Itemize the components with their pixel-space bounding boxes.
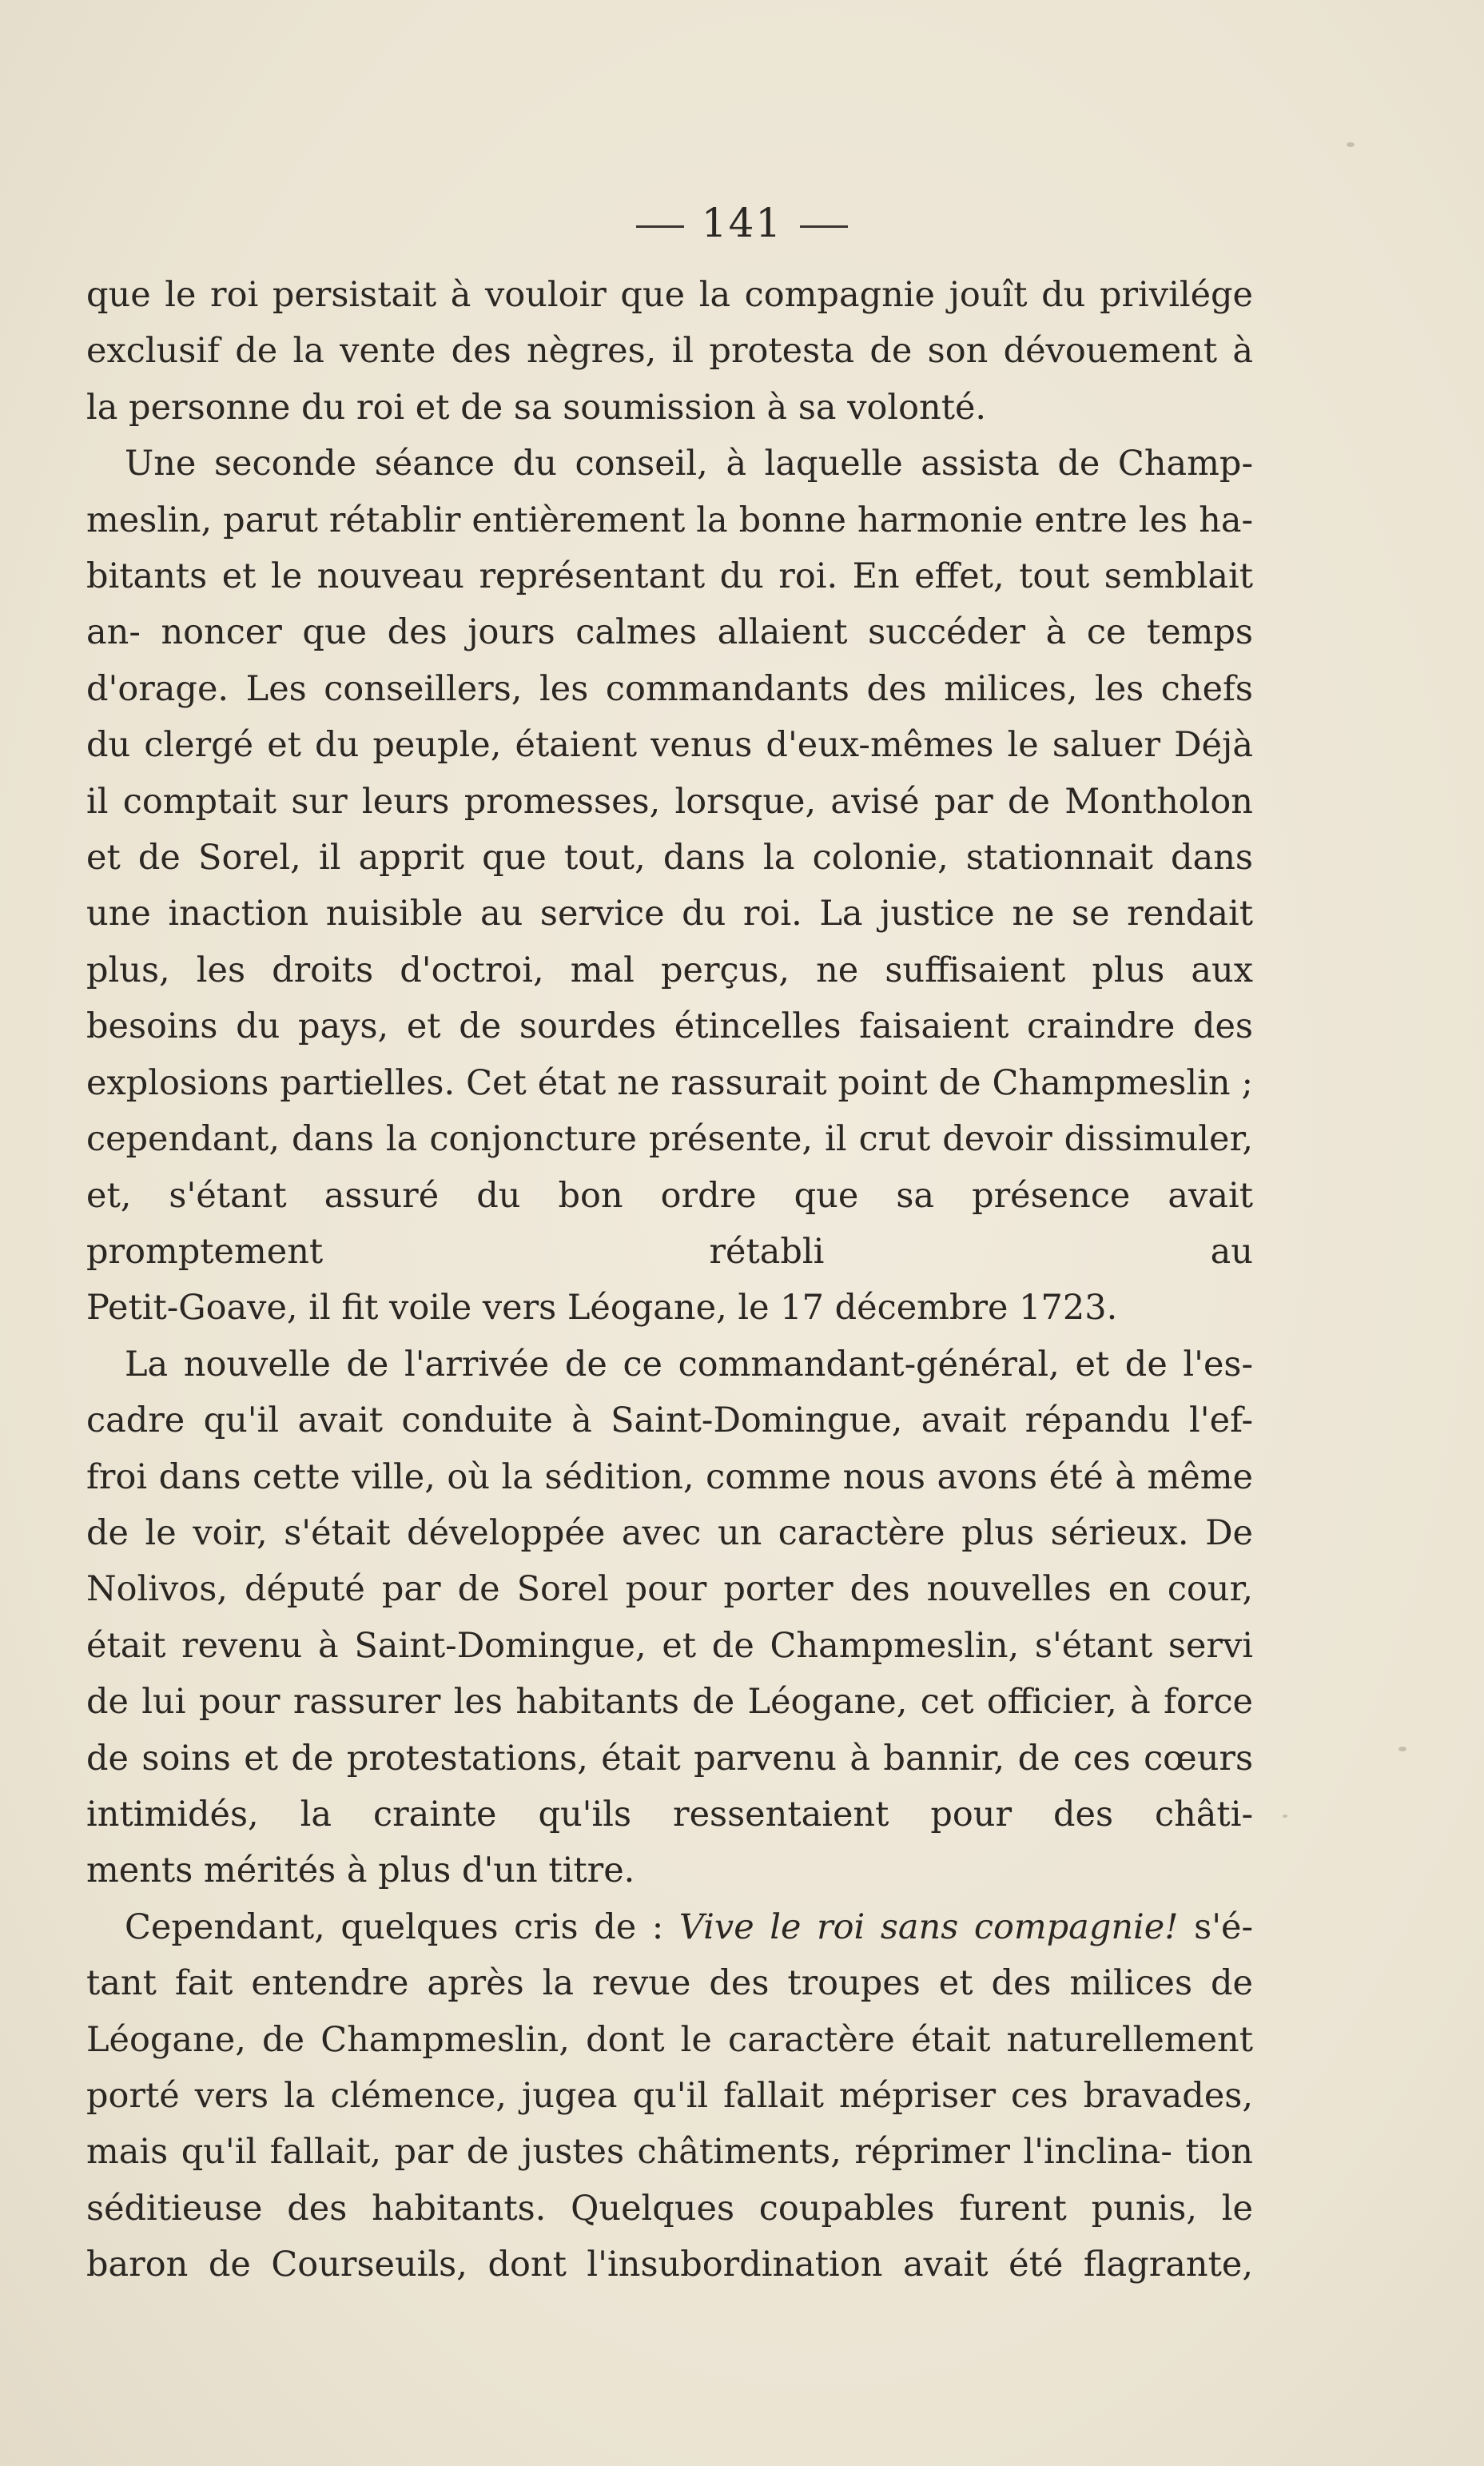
text-line: était revenu à Saint-Domingue, et de Champmeslin, s'étant servi xyxy=(86,1625,1253,1666)
text-line: d'octroi, mal perçus, ne suffisaient plus aux besoins du pays, et xyxy=(86,950,1253,1047)
text-line: du peuple, étaient venus d'eux-mêmes le saluer Déjà il comptait xyxy=(86,725,1253,822)
text-line: conjoncture présente, il crut devoir dissimuler, et, s'étant assuré xyxy=(86,1119,1253,1216)
text-line: Petit-Goave, il fit voile vers Léogane, le 17 décembre 1723. xyxy=(86,1288,1118,1329)
text-line: sur leurs promesses, lorsque, avisé par de Montholon et de Sorel, xyxy=(86,781,1253,878)
header-dash-right xyxy=(800,225,848,228)
text-line: cœurs intimidés, la crainte qu'ils ressentaient pour des châti- xyxy=(86,1738,1254,1835)
paragraph-continuation-end xyxy=(86,380,1253,436)
paragraph-nouvelle xyxy=(86,1337,1253,1843)
text-line: Nolivos, député par de Sorel pour porter des nouvelles en cour, xyxy=(86,1569,1253,1610)
text-line: de sourdes étincelles faisaient craindre des explosions partielles. xyxy=(86,1006,1253,1103)
text-line: nuisible au service du roi. La justice ne se rendait plus, les droits xyxy=(86,894,1253,990)
text-line: Léogane, de Champmeslin, dont le caractère était naturellement xyxy=(86,2019,1253,2060)
text-line: porté vers la clémence, jugea qu'il fallait mépriser ces bravades, xyxy=(86,2076,1253,2116)
paper-speck xyxy=(1347,142,1355,147)
paragraph-continuation xyxy=(86,267,1253,380)
text-line: ments mérités à plus d'un titre. xyxy=(86,1850,635,1891)
text-line: que le roi persistait à vouloir que la compagnie jouît du privilége xyxy=(86,275,1253,315)
italic-quote: Vive le roi sans compagnie! xyxy=(678,1906,1179,1947)
page-number-header xyxy=(0,200,1484,246)
paragraph-cependant xyxy=(86,1899,1253,2293)
text-line: mais qu'il fallait, par de justes châtiments, réprimer l'inclina- xyxy=(86,2132,1172,2173)
text-line: de soins et de protestations, était parvenu à bannir, de ces xyxy=(86,1738,1131,1779)
text-line: exclusif de la vente des nègres, il protesta de son dévouement à xyxy=(86,331,1253,372)
text-line: noncer que des jours calmes allaient succéder à ce temps d'orage. xyxy=(86,612,1254,709)
text-line: bitants et le nouveau représentant du roi. En effet, tout semblait an- xyxy=(86,556,1253,653)
text-line: le baron de Courseuils, dont l'insubordination avait été flagrante, xyxy=(86,2188,1253,2285)
text-line: Les conseillers, les commandants des milices, les chefs du clergé et xyxy=(86,668,1253,766)
text-line: froi dans cette ville, où la sédition, comme nous avons été à même xyxy=(86,1456,1253,1497)
text-line: de lui pour rassurer les habitants de Léogane, cet officier, à force xyxy=(86,1682,1253,1723)
text-line: Cet état ne rassurait point de Champmeslin ; cependant, dans la xyxy=(86,1062,1254,1160)
text-line: de le voir, s'était développée avec un caractère plus sérieux. De xyxy=(86,1512,1253,1553)
text-line: Une seconde séance du conseil, à laquelle assista de Champ- xyxy=(125,444,1253,484)
header-dash-left xyxy=(636,225,684,228)
paper-speck xyxy=(1283,1815,1287,1818)
paragraph-nouvelle-end xyxy=(86,1843,1253,1898)
body-text xyxy=(86,267,1253,2293)
text-line: la personne du roi et de sa soumission à sa volonté. xyxy=(86,387,987,428)
page-number: 141 xyxy=(701,200,783,246)
text-line: tant fait entendre après la revue des troupes et des milices de xyxy=(86,1963,1253,2004)
text-line: il apprit que tout, dans la colonie, stationnait dans une inaction xyxy=(86,838,1253,934)
text-line: meslin, parut rétablir entièrement la bonne harmonie entre les ha- xyxy=(86,500,1253,540)
text-line: du bon ordre que sa présence avait promptement rétabli au xyxy=(86,1175,1253,1272)
text-line: La nouvelle de l'arrivée de ce commandant-général, et de l'es- xyxy=(125,1344,1253,1384)
text-line: tion séditieuse des habitants. Quelques coupables furent punis, xyxy=(86,2132,1253,2229)
paper-speck xyxy=(1398,1747,1406,1751)
paragraph-second-seance-end xyxy=(86,1280,1253,1336)
text-line: Cependant, quelques cris de : xyxy=(125,1906,679,1947)
paragraph-second-seance xyxy=(86,436,1253,1280)
text-line: s'é- xyxy=(1178,1906,1253,1947)
text-line: cadre qu'il avait conduite à Saint-Domingue, avait répandu l'ef- xyxy=(86,1400,1253,1441)
